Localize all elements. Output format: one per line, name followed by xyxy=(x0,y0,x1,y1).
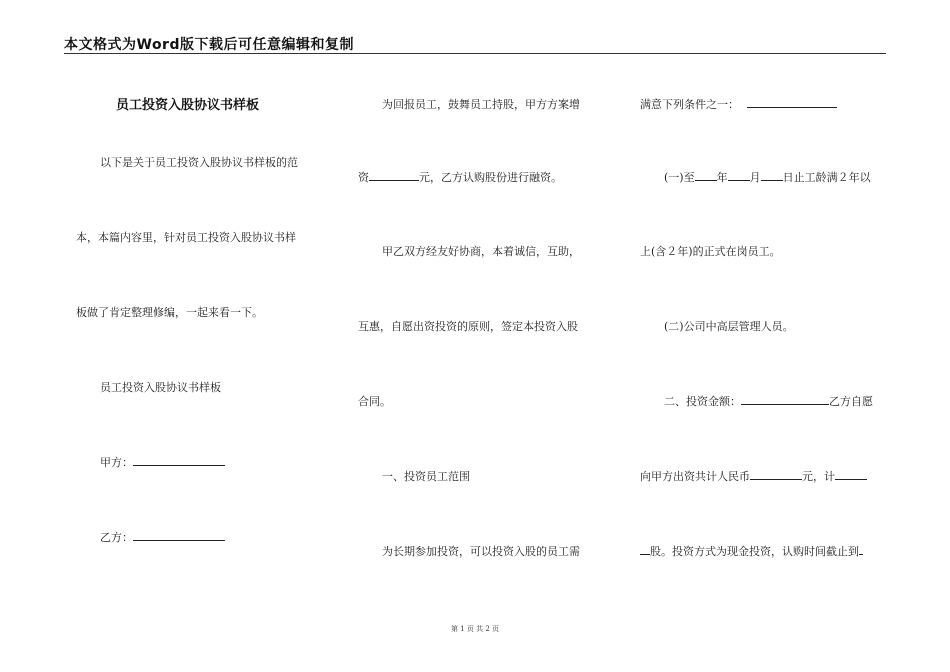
col2-line-7: 为长期参加投资，可以投资入股的员工需 xyxy=(382,545,580,558)
day-blank xyxy=(761,169,783,181)
header-divider xyxy=(64,53,886,54)
col2-line-1: 为回报员工，鼓舞员工持股，甲方方案增 xyxy=(382,98,580,111)
col2-line-2 xyxy=(358,169,562,185)
intro-line-1: 以下是关于员工投资入股协议书样板的范 xyxy=(100,156,298,169)
capital-amount-blank xyxy=(369,169,419,181)
investment-amount-blank xyxy=(741,393,829,405)
shares-blank-cont xyxy=(640,543,650,555)
page-footer: 第 1 页 共 2 页 xyxy=(450,625,500,633)
party-a-blank xyxy=(133,454,225,466)
document-title: 员工投资入股协议书样板 xyxy=(116,98,260,113)
intro-line-3: 板做了肯定整理修编，一起来看一下。 xyxy=(76,306,263,319)
col3-line-7 xyxy=(640,543,863,559)
col3-line-6 xyxy=(640,468,867,484)
subtitle: 员工投资入股协议书样板 xyxy=(100,381,221,394)
col2-line-5: 合同。 xyxy=(358,395,391,408)
col2-line-4: 互惠，自愿出资投资的原则，签定本投资入股 xyxy=(358,320,578,333)
col3-line-7-text: 股。投资方式为现金投资，认购时间截止到 xyxy=(650,545,859,558)
year-label: 年 xyxy=(716,171,728,184)
col2-line-3: 甲乙双方经友好协商，本着诚信，互助， xyxy=(382,245,580,258)
section-heading-1: 一、投资员工范围 xyxy=(382,470,470,483)
col3-line-1-text: 满意下列条件之一： xyxy=(640,98,739,111)
party-a-label: 甲方： xyxy=(100,456,133,469)
col3-line-6-start: 向甲方出资共计人民币 xyxy=(640,470,750,483)
shares-blank xyxy=(835,468,867,480)
month-label: 月 xyxy=(749,171,761,184)
condition-1-prefix: (一)至 xyxy=(664,171,695,184)
condition-1-line xyxy=(664,169,871,185)
investment-amount-label: 二、投资金额： xyxy=(664,395,741,408)
intro-line-2: 本，本篇内容里，针对员工投资入股协议书样 xyxy=(76,231,296,244)
condition-1-suffix: 日止工龄满２年以 xyxy=(782,171,871,184)
document-header: 本文格式为Word版下载后可任意编辑和复制 xyxy=(64,37,354,53)
col3-line-1 xyxy=(640,96,837,112)
col2-line-2-end: 元，乙方认购股份进行融资。 xyxy=(419,171,562,184)
condition-2-line: (二)公司中高层管理人员。 xyxy=(664,320,794,333)
condition-blank xyxy=(747,96,837,108)
party-b-label: 乙方： xyxy=(100,531,133,544)
col3-line-5-end: 乙方自愿 xyxy=(829,395,873,408)
col2-line-2-start: 资 xyxy=(358,171,369,184)
year-blank xyxy=(695,169,717,181)
col3-line-3: 上(含２年)的正式在岗员工。 xyxy=(640,245,781,258)
rmb-amount-blank xyxy=(750,468,802,480)
col3-line-6-mid: 元，计 xyxy=(802,470,835,483)
party-b-line xyxy=(100,529,225,545)
party-a-line xyxy=(100,454,225,470)
month-blank xyxy=(728,169,750,181)
section-heading-2 xyxy=(664,393,873,409)
deadline-blank xyxy=(859,543,863,555)
party-b-blank xyxy=(133,529,225,541)
